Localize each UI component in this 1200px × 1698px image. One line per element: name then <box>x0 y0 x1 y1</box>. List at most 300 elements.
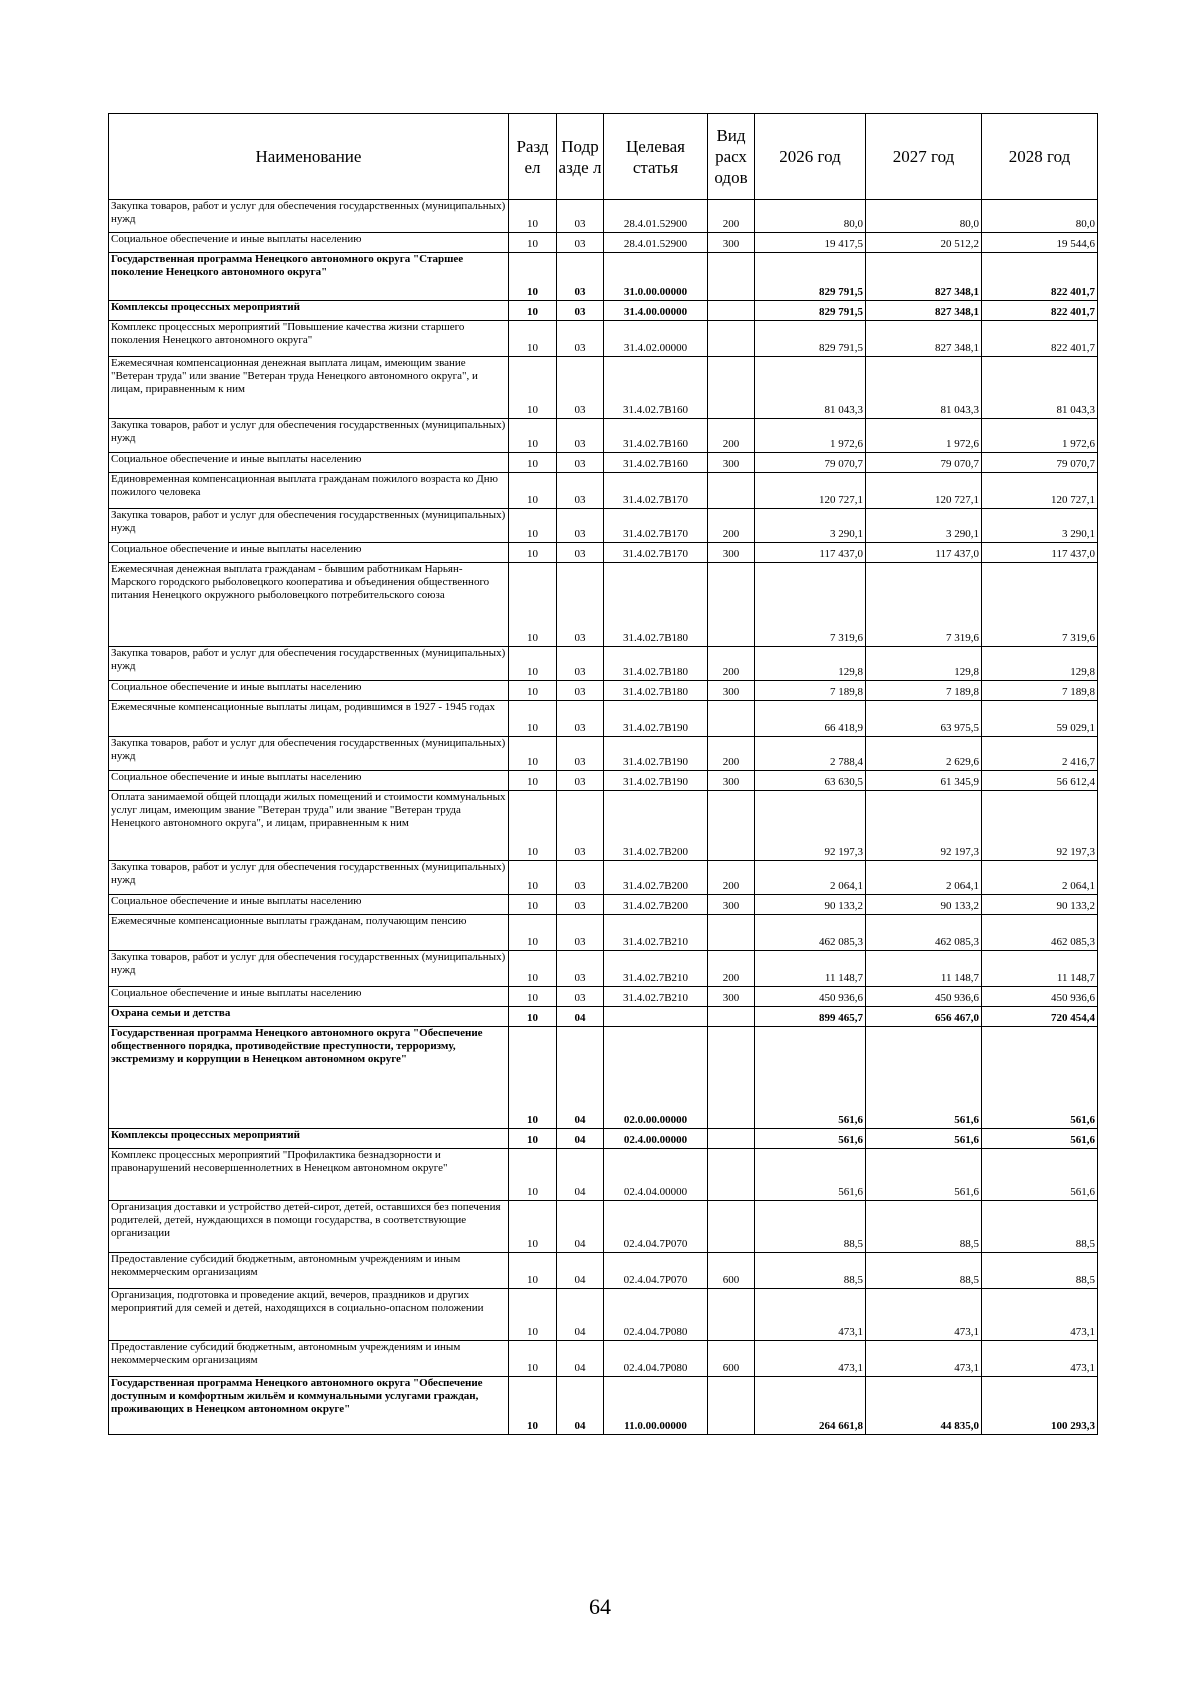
row-expense-type <box>708 253 755 301</box>
row-name: Комплекс процессных мероприятий "Профилактика безнадзорности и правонарушений несовершеннолетних в Ненецком автономном округе" <box>109 1149 509 1201</box>
row-expense-type <box>708 1129 755 1149</box>
row-value-2026: 7 319,6 <box>755 563 866 647</box>
row-expense-type: 200 <box>708 951 755 987</box>
row-value-2028: 450 936,6 <box>982 987 1098 1007</box>
row-name: Социальное обеспечение и иные выплаты населению <box>109 543 509 563</box>
row-value-2028: 822 401,7 <box>982 321 1098 357</box>
row-podrazdel: 03 <box>557 771 604 791</box>
row-podrazdel: 03 <box>557 861 604 895</box>
row-razdel: 10 <box>509 1341 557 1377</box>
row-podrazdel: 04 <box>557 1201 604 1253</box>
row-name: Социальное обеспечение и иные выплаты населению <box>109 771 509 791</box>
row-name: Государственная программа Ненецкого автономного округа "Обеспечение доступным и комфортным жильём и коммунальными услугами граждан, проживающих в Ненецком автономном округе" <box>109 1377 509 1435</box>
row-value-2026: 473,1 <box>755 1341 866 1377</box>
row-name: Ежемесячная компенсационная денежная выплата лицам, имеющим звание "Ветеран труда" или звание "Ветеран труда Ненецкого автономного округа", и лицам, приравненным к ним <box>109 357 509 419</box>
row-value-2026: 561,6 <box>755 1149 866 1201</box>
row-value-2027: 88,5 <box>866 1253 982 1289</box>
row-value-2027: 120 727,1 <box>866 473 982 509</box>
row-value-2026: 92 197,3 <box>755 791 866 861</box>
row-expense-type <box>708 915 755 951</box>
row-value-2027: 827 348,1 <box>866 301 982 321</box>
table-row <box>109 915 1098 951</box>
row-name: Ежемесячные компенсационные выплаты гражданам, получающим пенсию <box>109 915 509 951</box>
row-podrazdel: 04 <box>557 1341 604 1377</box>
row-value-2027: 561,6 <box>866 1027 982 1129</box>
page-number: 64 <box>589 1594 611 1619</box>
row-value-2027: 61 345,9 <box>866 771 982 791</box>
row-name: Закупка товаров, работ и услуг для обеспечения государственных (муниципальных) нужд <box>109 951 509 987</box>
row-name: Оплата занимаемой общей площади жилых помещений и стоимости коммунальных услуг лицам, имеющим звание "Ветеран труда" или звание "Ветеран труда Ненецкого автономного округа", и лицам, приравненным к ним <box>109 791 509 861</box>
row-razdel: 10 <box>509 951 557 987</box>
row-razdel: 10 <box>509 647 557 681</box>
row-target: 31.4.02.7В200 <box>604 895 708 915</box>
row-value-2026: 11 148,7 <box>755 951 866 987</box>
row-value-2026: 2 064,1 <box>755 861 866 895</box>
row-razdel: 10 <box>509 357 557 419</box>
row-name: Социальное обеспечение и иные выплаты населению <box>109 987 509 1007</box>
row-value-2028: 11 148,7 <box>982 951 1098 987</box>
row-razdel: 10 <box>509 321 557 357</box>
row-podrazdel: 03 <box>557 453 604 473</box>
row-expense-type: 200 <box>708 509 755 543</box>
table-row <box>109 737 1098 771</box>
row-razdel: 10 <box>509 737 557 771</box>
row-expense-type: 300 <box>708 233 755 253</box>
row-value-2026: 80,0 <box>755 200 866 233</box>
row-value-2026: 462 085,3 <box>755 915 866 951</box>
table-row <box>109 1253 1098 1289</box>
row-podrazdel: 04 <box>557 1377 604 1435</box>
row-name: Ежемесячная денежная выплата гражданам - бывшим работникам Нарьян-Марского городского рыболовецкого кооператива и объединения общественного питания Ненецкого окружного рыболовецкого потребительского союза <box>109 563 509 647</box>
row-value-2027: 462 085,3 <box>866 915 982 951</box>
row-name: Охрана семьи и детства <box>109 1007 509 1027</box>
row-name: Предоставление субсидий бюджетным, автономным учреждениям и иным некоммерческим организациям <box>109 1341 509 1377</box>
row-value-2027: 81 043,3 <box>866 357 982 419</box>
row-value-2028: 59 029,1 <box>982 701 1098 737</box>
row-expense-type <box>708 563 755 647</box>
col-header-razdel: Разд ел <box>509 114 557 200</box>
row-value-2028: 561,6 <box>982 1027 1098 1129</box>
row-value-2027: 90 133,2 <box>866 895 982 915</box>
row-expense-type: 300 <box>708 453 755 473</box>
row-value-2028: 3 290,1 <box>982 509 1098 543</box>
row-target: 31.4.02.7В190 <box>604 771 708 791</box>
row-value-2028: 120 727,1 <box>982 473 1098 509</box>
row-value-2027: 20 512,2 <box>866 233 982 253</box>
table-header-row <box>109 114 1098 200</box>
row-value-2028: 117 437,0 <box>982 543 1098 563</box>
table-row <box>109 321 1098 357</box>
row-expense-type <box>708 1007 755 1027</box>
row-razdel: 10 <box>509 1289 557 1341</box>
row-podrazdel: 03 <box>557 200 604 233</box>
row-name: Закупка товаров, работ и услуг для обеспечения государственных (муниципальных) нужд <box>109 737 509 771</box>
row-podrazdel: 03 <box>557 737 604 771</box>
row-razdel: 10 <box>509 1007 557 1027</box>
row-razdel: 10 <box>509 233 557 253</box>
row-podrazdel: 03 <box>557 233 604 253</box>
row-razdel: 10 <box>509 1253 557 1289</box>
row-target: 31.4.02.7В200 <box>604 861 708 895</box>
row-razdel: 10 <box>509 301 557 321</box>
row-name: Ежемесячные компенсационные выплаты лицам, родившимся в 1927 - 1945 годах <box>109 701 509 737</box>
row-value-2028: 822 401,7 <box>982 301 1098 321</box>
row-razdel: 10 <box>509 771 557 791</box>
row-value-2026: 88,5 <box>755 1201 866 1253</box>
row-value-2027: 79 070,7 <box>866 453 982 473</box>
row-razdel: 10 <box>509 1027 557 1129</box>
row-podrazdel: 04 <box>557 1289 604 1341</box>
table-row <box>109 1007 1098 1027</box>
row-value-2026: 117 437,0 <box>755 543 866 563</box>
row-expense-type: 300 <box>708 895 755 915</box>
row-podrazdel: 03 <box>557 647 604 681</box>
row-razdel: 10 <box>509 253 557 301</box>
row-value-2026: 899 465,7 <box>755 1007 866 1027</box>
row-name: Государственная программа Ненецкого автономного округа "Обеспечение общественного порядка, противодействие преступности, терроризму, экстремизму и коррупции в Ненецком автономном округе" <box>109 1027 509 1129</box>
row-razdel: 10 <box>509 473 557 509</box>
row-expense-type <box>708 1201 755 1253</box>
row-value-2026: 88,5 <box>755 1253 866 1289</box>
row-razdel: 10 <box>509 509 557 543</box>
table-row <box>109 233 1098 253</box>
row-target: 31.4.02.7В160 <box>604 453 708 473</box>
row-expense-type: 300 <box>708 987 755 1007</box>
row-value-2028: 7 319,6 <box>982 563 1098 647</box>
row-expense-type: 200 <box>708 419 755 453</box>
row-value-2027: 88,5 <box>866 1201 982 1253</box>
row-target: 28.4.01.52900 <box>604 200 708 233</box>
row-target: 02.4.04.7Р080 <box>604 1341 708 1377</box>
table-row <box>109 1341 1098 1377</box>
row-value-2028: 90 133,2 <box>982 895 1098 915</box>
row-value-2026: 120 727,1 <box>755 473 866 509</box>
row-razdel: 10 <box>509 895 557 915</box>
row-name: Комплексы процессных мероприятий <box>109 301 509 321</box>
row-value-2027: 63 975,5 <box>866 701 982 737</box>
table-row <box>109 895 1098 915</box>
row-podrazdel: 03 <box>557 509 604 543</box>
row-value-2028: 56 612,4 <box>982 771 1098 791</box>
row-value-2028: 2 064,1 <box>982 861 1098 895</box>
table-row <box>109 563 1098 647</box>
row-expense-type <box>708 701 755 737</box>
row-value-2026: 829 791,5 <box>755 301 866 321</box>
table-row <box>109 200 1098 233</box>
row-podrazdel: 04 <box>557 1149 604 1201</box>
row-podrazdel: 03 <box>557 681 604 701</box>
row-target: 31.4.02.7В160 <box>604 357 708 419</box>
row-value-2026: 561,6 <box>755 1129 866 1149</box>
table-row <box>109 701 1098 737</box>
row-value-2027: 450 936,6 <box>866 987 982 1007</box>
row-target: 02.4.04.7Р080 <box>604 1289 708 1341</box>
table-row <box>109 1377 1098 1435</box>
row-name: Закупка товаров, работ и услуг для обеспечения государственных (муниципальных) нужд <box>109 200 509 233</box>
row-name: Государственная программа Ненецкого автономного округа "Старшее поколение Ненецкого автономного округа" <box>109 253 509 301</box>
row-value-2027: 2 629,6 <box>866 737 982 771</box>
row-value-2028: 561,6 <box>982 1149 1098 1201</box>
row-value-2027: 129,8 <box>866 647 982 681</box>
row-razdel: 10 <box>509 200 557 233</box>
row-razdel: 10 <box>509 543 557 563</box>
row-value-2026: 90 133,2 <box>755 895 866 915</box>
row-podrazdel: 03 <box>557 791 604 861</box>
row-expense-type <box>708 473 755 509</box>
row-value-2027: 3 290,1 <box>866 509 982 543</box>
row-razdel: 10 <box>509 453 557 473</box>
row-podrazdel: 03 <box>557 543 604 563</box>
col-header-expense-type: Вид расх одов <box>708 114 755 200</box>
row-razdel: 10 <box>509 1377 557 1435</box>
row-target <box>604 1007 708 1027</box>
row-value-2028: 100 293,3 <box>982 1377 1098 1435</box>
row-razdel: 10 <box>509 1129 557 1149</box>
row-target: 31.4.02.7В160 <box>604 419 708 453</box>
row-expense-type <box>708 321 755 357</box>
row-expense-type: 300 <box>708 681 755 701</box>
row-expense-type: 600 <box>708 1341 755 1377</box>
row-expense-type <box>708 1027 755 1129</box>
row-target: 31.4.02.7В170 <box>604 509 708 543</box>
row-target: 31.4.02.7В190 <box>604 701 708 737</box>
row-podrazdel: 03 <box>557 357 604 419</box>
row-value-2028: 473,1 <box>982 1289 1098 1341</box>
table-row <box>109 301 1098 321</box>
table-row <box>109 543 1098 563</box>
row-target: 31.4.02.7В180 <box>604 647 708 681</box>
row-expense-type <box>708 301 755 321</box>
row-expense-type <box>708 791 755 861</box>
row-value-2027: 561,6 <box>866 1149 982 1201</box>
row-target: 02.4.04.7Р070 <box>604 1201 708 1253</box>
row-target: 31.4.02.7В200 <box>604 791 708 861</box>
row-target: 31.4.02.00000 <box>604 321 708 357</box>
row-expense-type <box>708 1377 755 1435</box>
row-value-2028: 7 189,8 <box>982 681 1098 701</box>
row-value-2026: 450 936,6 <box>755 987 866 1007</box>
row-value-2027: 44 835,0 <box>866 1377 982 1435</box>
row-expense-type: 200 <box>708 647 755 681</box>
row-target: 31.4.02.7В170 <box>604 473 708 509</box>
row-value-2027: 7 319,6 <box>866 563 982 647</box>
col-header-name: Наименование <box>109 114 509 200</box>
row-value-2027: 2 064,1 <box>866 861 982 895</box>
table-row <box>109 1149 1098 1201</box>
row-razdel: 10 <box>509 563 557 647</box>
row-value-2027: 7 189,8 <box>866 681 982 701</box>
table-row <box>109 861 1098 895</box>
row-value-2028: 1 972,6 <box>982 419 1098 453</box>
row-expense-type: 300 <box>708 771 755 791</box>
row-expense-type <box>708 1149 755 1201</box>
row-value-2027: 827 348,1 <box>866 321 982 357</box>
table-row <box>109 647 1098 681</box>
table-row <box>109 253 1098 301</box>
row-value-2027: 92 197,3 <box>866 791 982 861</box>
row-value-2028: 822 401,7 <box>982 253 1098 301</box>
table-row <box>109 987 1098 1007</box>
row-target: 31.4.00.00000 <box>604 301 708 321</box>
row-target: 31.4.02.7В170 <box>604 543 708 563</box>
row-value-2026: 3 290,1 <box>755 509 866 543</box>
row-target: 11.0.00.00000 <box>604 1377 708 1435</box>
row-value-2027: 80,0 <box>866 200 982 233</box>
row-target: 02.0.00.00000 <box>604 1027 708 1129</box>
row-razdel: 10 <box>509 419 557 453</box>
row-value-2028: 88,5 <box>982 1201 1098 1253</box>
row-razdel: 10 <box>509 987 557 1007</box>
row-expense-type: 300 <box>708 543 755 563</box>
row-value-2028: 88,5 <box>982 1253 1098 1289</box>
row-name: Социальное обеспечение и иные выплаты населению <box>109 453 509 473</box>
row-podrazdel: 04 <box>557 1129 604 1149</box>
col-header-2026: 2026 год <box>755 114 866 200</box>
row-value-2026: 2 788,4 <box>755 737 866 771</box>
row-name: Закупка товаров, работ и услуг для обеспечения государственных (муниципальных) нужд <box>109 647 509 681</box>
row-razdel: 10 <box>509 791 557 861</box>
row-value-2027: 561,6 <box>866 1129 982 1149</box>
row-expense-type: 600 <box>708 1253 755 1289</box>
row-name: Социальное обеспечение и иные выплаты населению <box>109 895 509 915</box>
table-row <box>109 791 1098 861</box>
row-expense-type: 200 <box>708 861 755 895</box>
row-podrazdel: 03 <box>557 895 604 915</box>
row-name: Организация доставки и устройство детей-сирот, детей, оставшихся без попечения родителей, детей, нуждающихся в помощи государства, в соответствующие организации <box>109 1201 509 1253</box>
row-podrazdel: 03 <box>557 419 604 453</box>
table-row <box>109 453 1098 473</box>
row-target: 31.4.02.7В180 <box>604 563 708 647</box>
row-name: Комплекс процессных мероприятий "Повышение качества жизни старшего поколения Ненецкого автономного округа" <box>109 321 509 357</box>
col-header-2028: 2028 год <box>982 114 1098 200</box>
table-row <box>109 681 1098 701</box>
row-target: 31.4.02.7В210 <box>604 915 708 951</box>
row-value-2026: 561,6 <box>755 1027 866 1129</box>
col-header-target: Целевая статья <box>604 114 708 200</box>
row-value-2027: 1 972,6 <box>866 419 982 453</box>
row-target: 31.4.02.7В210 <box>604 951 708 987</box>
row-value-2026: 129,8 <box>755 647 866 681</box>
table-row <box>109 1129 1098 1149</box>
row-value-2028: 561,6 <box>982 1129 1098 1149</box>
row-value-2028: 2 416,7 <box>982 737 1098 771</box>
row-podrazdel: 03 <box>557 951 604 987</box>
row-razdel: 10 <box>509 1149 557 1201</box>
row-value-2027: 117 437,0 <box>866 543 982 563</box>
row-value-2028: 462 085,3 <box>982 915 1098 951</box>
row-podrazdel: 03 <box>557 301 604 321</box>
col-header-2027: 2027 год <box>866 114 982 200</box>
row-target: 02.4.04.7Р070 <box>604 1253 708 1289</box>
row-podrazdel: 04 <box>557 1007 604 1027</box>
table-row <box>109 1289 1098 1341</box>
row-value-2028: 80,0 <box>982 200 1098 233</box>
row-value-2026: 829 791,5 <box>755 253 866 301</box>
table-body <box>109 200 1098 1435</box>
row-value-2026: 19 417,5 <box>755 233 866 253</box>
row-value-2026: 79 070,7 <box>755 453 866 473</box>
row-podrazdel: 03 <box>557 321 604 357</box>
row-target: 31.4.02.7В210 <box>604 987 708 1007</box>
table-row <box>109 357 1098 419</box>
row-value-2028: 92 197,3 <box>982 791 1098 861</box>
row-value-2027: 656 467,0 <box>866 1007 982 1027</box>
row-value-2026: 1 972,6 <box>755 419 866 453</box>
row-name: Социальное обеспечение и иные выплаты населению <box>109 233 509 253</box>
row-target: 02.4.00.00000 <box>604 1129 708 1149</box>
table-row <box>109 1027 1098 1129</box>
row-value-2026: 829 791,5 <box>755 321 866 357</box>
row-razdel: 10 <box>509 915 557 951</box>
table-row <box>109 419 1098 453</box>
table-row <box>109 473 1098 509</box>
row-value-2027: 473,1 <box>866 1289 982 1341</box>
table-row <box>109 1201 1098 1253</box>
row-podrazdel: 03 <box>557 253 604 301</box>
row-value-2026: 66 418,9 <box>755 701 866 737</box>
row-target: 31.4.02.7В180 <box>604 681 708 701</box>
col-header-podrazdel: Подр азде л <box>557 114 604 200</box>
row-value-2026: 473,1 <box>755 1289 866 1341</box>
row-target: 02.4.04.00000 <box>604 1149 708 1201</box>
budget-table <box>108 113 1098 1435</box>
row-podrazdel: 03 <box>557 915 604 951</box>
row-value-2028: 81 043,3 <box>982 357 1098 419</box>
row-expense-type <box>708 357 755 419</box>
row-name: Предоставление субсидий бюджетным, автономным учреждениям и иным некоммерческим организациям <box>109 1253 509 1289</box>
row-target: 28.4.01.52900 <box>604 233 708 253</box>
row-expense-type <box>708 1289 755 1341</box>
row-razdel: 10 <box>509 681 557 701</box>
table-row <box>109 951 1098 987</box>
row-value-2028: 79 070,7 <box>982 453 1098 473</box>
row-value-2028: 473,1 <box>982 1341 1098 1377</box>
row-podrazdel: 03 <box>557 987 604 1007</box>
row-name: Закупка товаров, работ и услуг для обеспечения государственных (муниципальных) нужд <box>109 861 509 895</box>
row-value-2028: 129,8 <box>982 647 1098 681</box>
row-podrazdel: 04 <box>557 1253 604 1289</box>
row-podrazdel: 04 <box>557 1027 604 1129</box>
row-podrazdel: 03 <box>557 701 604 737</box>
row-target: 31.0.00.00000 <box>604 253 708 301</box>
row-value-2026: 63 630,5 <box>755 771 866 791</box>
row-podrazdel: 03 <box>557 563 604 647</box>
row-name: Комплексы процессных мероприятий <box>109 1129 509 1149</box>
row-value-2027: 473,1 <box>866 1341 982 1377</box>
row-name: Единовременная компенсационная выплата гражданам пожилого возраста ко Дню пожилого человека <box>109 473 509 509</box>
row-razdel: 10 <box>509 1201 557 1253</box>
table-row <box>109 509 1098 543</box>
row-expense-type: 200 <box>708 737 755 771</box>
row-name: Закупка товаров, работ и услуг для обеспечения государственных (муниципальных) нужд <box>109 509 509 543</box>
row-value-2027: 827 348,1 <box>866 253 982 301</box>
row-name: Закупка товаров, работ и услуг для обеспечения государственных (муниципальных) нужд <box>109 419 509 453</box>
row-razdel: 10 <box>509 701 557 737</box>
row-value-2028: 720 454,4 <box>982 1007 1098 1027</box>
row-value-2026: 264 661,8 <box>755 1377 866 1435</box>
row-target: 31.4.02.7В190 <box>604 737 708 771</box>
row-razdel: 10 <box>509 861 557 895</box>
row-value-2027: 11 148,7 <box>866 951 982 987</box>
row-podrazdel: 03 <box>557 473 604 509</box>
row-value-2026: 81 043,3 <box>755 357 866 419</box>
row-expense-type: 200 <box>708 200 755 233</box>
row-name: Организация, подготовка и проведение акций, вечеров, праздников и других мероприятий для семей и детей, находящихся в социально-опасном положении <box>109 1289 509 1341</box>
row-name: Социальное обеспечение и иные выплаты населению <box>109 681 509 701</box>
row-value-2026: 7 189,8 <box>755 681 866 701</box>
table-row <box>109 771 1098 791</box>
row-value-2028: 19 544,6 <box>982 233 1098 253</box>
